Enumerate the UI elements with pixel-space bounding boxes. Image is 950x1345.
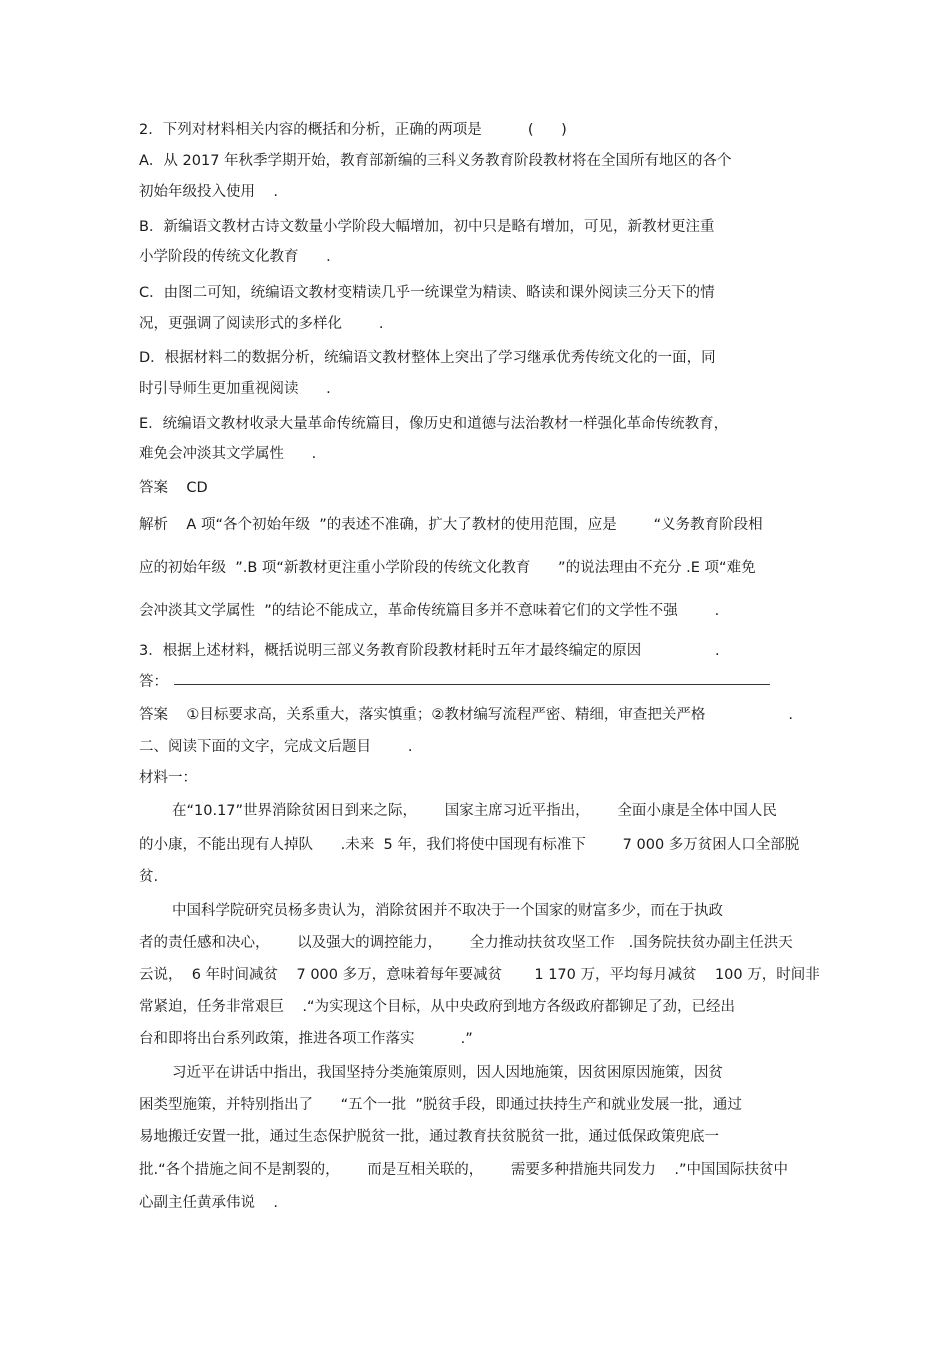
q2-analysis-line3: 会冲淡其文学属性 ”的结论不能成立，革命传统篇目多并不意味着它们的文学性不强 . xyxy=(139,603,720,619)
para3-line3: 易地搬迁安置一批，通过生态保护脱贫一批，通过教育扶贫脱贫一批，通过低保政策兜底一 xyxy=(139,1129,719,1145)
para1-line3: 贫. xyxy=(139,869,159,885)
para2-line2: 者的责任感和决心， 以及强大的调控能力， 全力推动扶贫攻坚工作 .国务院扶贫办副主任洪天 xyxy=(139,935,793,951)
para3-line1: 习近平在讲话中指出，我国坚持分类施策原则，因人因地施策，因贫困原因施策，因贫 xyxy=(172,1065,723,1081)
material-one-label: 材料一： xyxy=(139,770,197,786)
para3-line2: 困类型施策，并特别指出了 “五个一批 ”脱贫手段，即通过扶持生产和就业发展一批，通过 xyxy=(139,1097,742,1113)
option-b-line1: B．新编语文教材古诗文数量小学阶段大幅增加，初中只是略有增加，可见，新教材更注重 xyxy=(139,219,715,235)
para3-line5: 心副主任黄承伟说 . xyxy=(139,1195,279,1211)
section-two-heading: 二、阅读下面的文字，完成文后题目 . xyxy=(139,739,413,755)
option-e-line2: 难免会冲淡其文学属性 . xyxy=(139,446,317,462)
answer-blank-line xyxy=(174,684,770,685)
option-c-line2: 况，更强调了阅读形式的多样化 . xyxy=(139,316,384,332)
q2-analysis-line1: 解析 A 项“各个初始年级 ”的表述不准确，扩大了教材的使用范围，应是 “义务教育阶段相 xyxy=(139,517,763,533)
option-a-line1: A．从 2017 年秋季学期开始，教育部新编的三科义务教育阶段教材将在全国所有地区的各个 xyxy=(139,153,732,169)
option-b-line2: 小学阶段的传统文化教育 . xyxy=(139,249,331,265)
q3-answer-label: 答： xyxy=(139,674,168,690)
q3-answer: 答案 ①目标要求高，关系重大，落实慎重；②教材编写流程严密、精细，审查把关严格 . xyxy=(139,707,794,723)
option-c-line1: C．由图二可知，统编语文教材变精读几乎一统课堂为精读、略读和课外阅读三分天下的情 xyxy=(139,285,715,301)
q2-answer: 答案 CD xyxy=(139,480,208,496)
para2-line5: 台和即将出台系列政策，推进各项工作落实 .” xyxy=(139,1031,473,1047)
q2-analysis-line2: 应的初始年级 ”.B 项“新教材更注重小学阶段的传统文化教育 ”的说法理由不充分 .E 项“难免 xyxy=(139,560,756,576)
para2-line3: 云说， 6 年时间减贫 7 000 多万，意味着每年要减贫 1 170 万，平均每月减贫 100 万，时间非 xyxy=(139,967,820,983)
option-d-line2: 时引导师生更加重视阅读 . xyxy=(139,381,331,397)
para1-line1: 在“10.17”世界消除贫困日到来之际， 国家主席习近平指出， 全面小康是全体中国人民 xyxy=(172,803,777,819)
para3-line4: 批.“各个措施之间不是割裂的， 而是互相关联的， 需要多种措施共同发力 .”中国国际扶贫中 xyxy=(139,1162,788,1178)
q3-stem: 3．根据上述材料，概括说明三部义务教育阶段教材耗时五年才最终编定的原因 . xyxy=(139,643,720,659)
option-a-line2: 初始年级投入使用 . xyxy=(139,184,279,200)
option-e-line1: E．统编语文教材收录大量革命传统篇目，像历史和道德与法治教材一样强化革命传统教育， xyxy=(139,416,729,432)
para2-line4: 常紧迫，任务非常艰巨 .“为实现这个目标，从中央政府到地方各级政府都铆足了劲，已经出 xyxy=(139,999,736,1015)
para2-line1: 中国科学院研究员杨多贵认为，消除贫困并不取决于一个国家的财富多少，而在于执政 xyxy=(172,903,723,919)
option-d-line1: D．根据材料二的数据分析，统编语文教材整体上突出了学习继承优秀传统文化的一面，同 xyxy=(139,350,716,366)
q2-stem: 2．下列对材料相关内容的概括和分析，正确的两项是 ( ) xyxy=(139,122,567,138)
para1-line2: 的小康，不能出现有人掉队 .未来 5 年，我们将使中国现有标准下 7 000 多万贫困人口全部脱 xyxy=(139,837,800,853)
